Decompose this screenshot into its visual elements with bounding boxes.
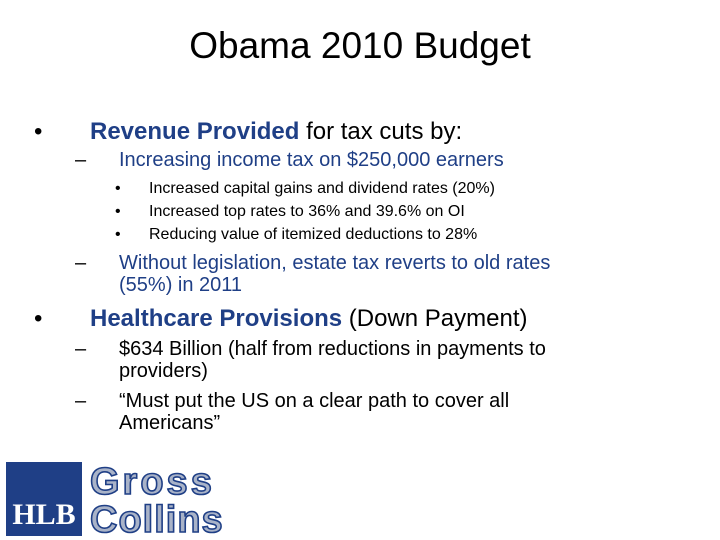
dash-marker: – [75, 390, 87, 412]
hlb-logo-mark [6, 462, 82, 536]
healthcare-heading: Healthcare Provisions [90, 305, 343, 332]
sub-bullet-marker: • [115, 203, 121, 220]
logo-word-collins: Collins [90, 499, 224, 536]
dash-marker: – [75, 338, 87, 360]
logo-word-gross: Gross [90, 461, 215, 503]
sub-bullet-marker: • [115, 226, 121, 243]
sub-quote-line1: “Must put the US on a clear path to cover all [119, 390, 510, 412]
dash-marker: – [75, 252, 87, 274]
revenue-heading: Revenue Provided [90, 118, 300, 145]
bullet-healthcare [90, 305, 528, 333]
bullet-marker: • [34, 305, 43, 332]
hlb-logo [6, 462, 82, 536]
item-top-rates: Increased top rates to 36% and 39.6% on OI [149, 203, 465, 220]
sub-quote-line2: Americans” [119, 412, 221, 434]
item-itemized-deductions: Reducing value of itemized deductions to 28% [149, 226, 478, 243]
sub-estate-tax-line1: Without legislation, estate tax reverts to old rates [119, 252, 551, 274]
revenue-heading-rest: for tax cuts by: [299, 118, 463, 145]
bullet-marker: • [34, 118, 43, 145]
sub-634-billion-line2: providers) [119, 360, 208, 382]
sub-income-tax: Increasing income tax on $250,000 earners [119, 149, 504, 171]
sub-634-billion-line1: $634 Billion (half from reductions in payments to [119, 338, 546, 360]
dash-marker: – [75, 149, 87, 171]
bullet-revenue [90, 118, 462, 146]
sub-estate-tax-line2: (55%) in 2011 [119, 274, 243, 296]
gross-collins-wordmark [88, 460, 268, 536]
sub-bullet-marker: • [115, 180, 121, 197]
slide-title: Obama 2010 Budget [189, 25, 531, 66]
hlb-logo-text: HLB [12, 498, 76, 531]
healthcare-heading-rest: (Down Payment) [342, 305, 528, 332]
item-capital-gains: Increased capital gains and dividend rates (20%) [149, 180, 495, 197]
